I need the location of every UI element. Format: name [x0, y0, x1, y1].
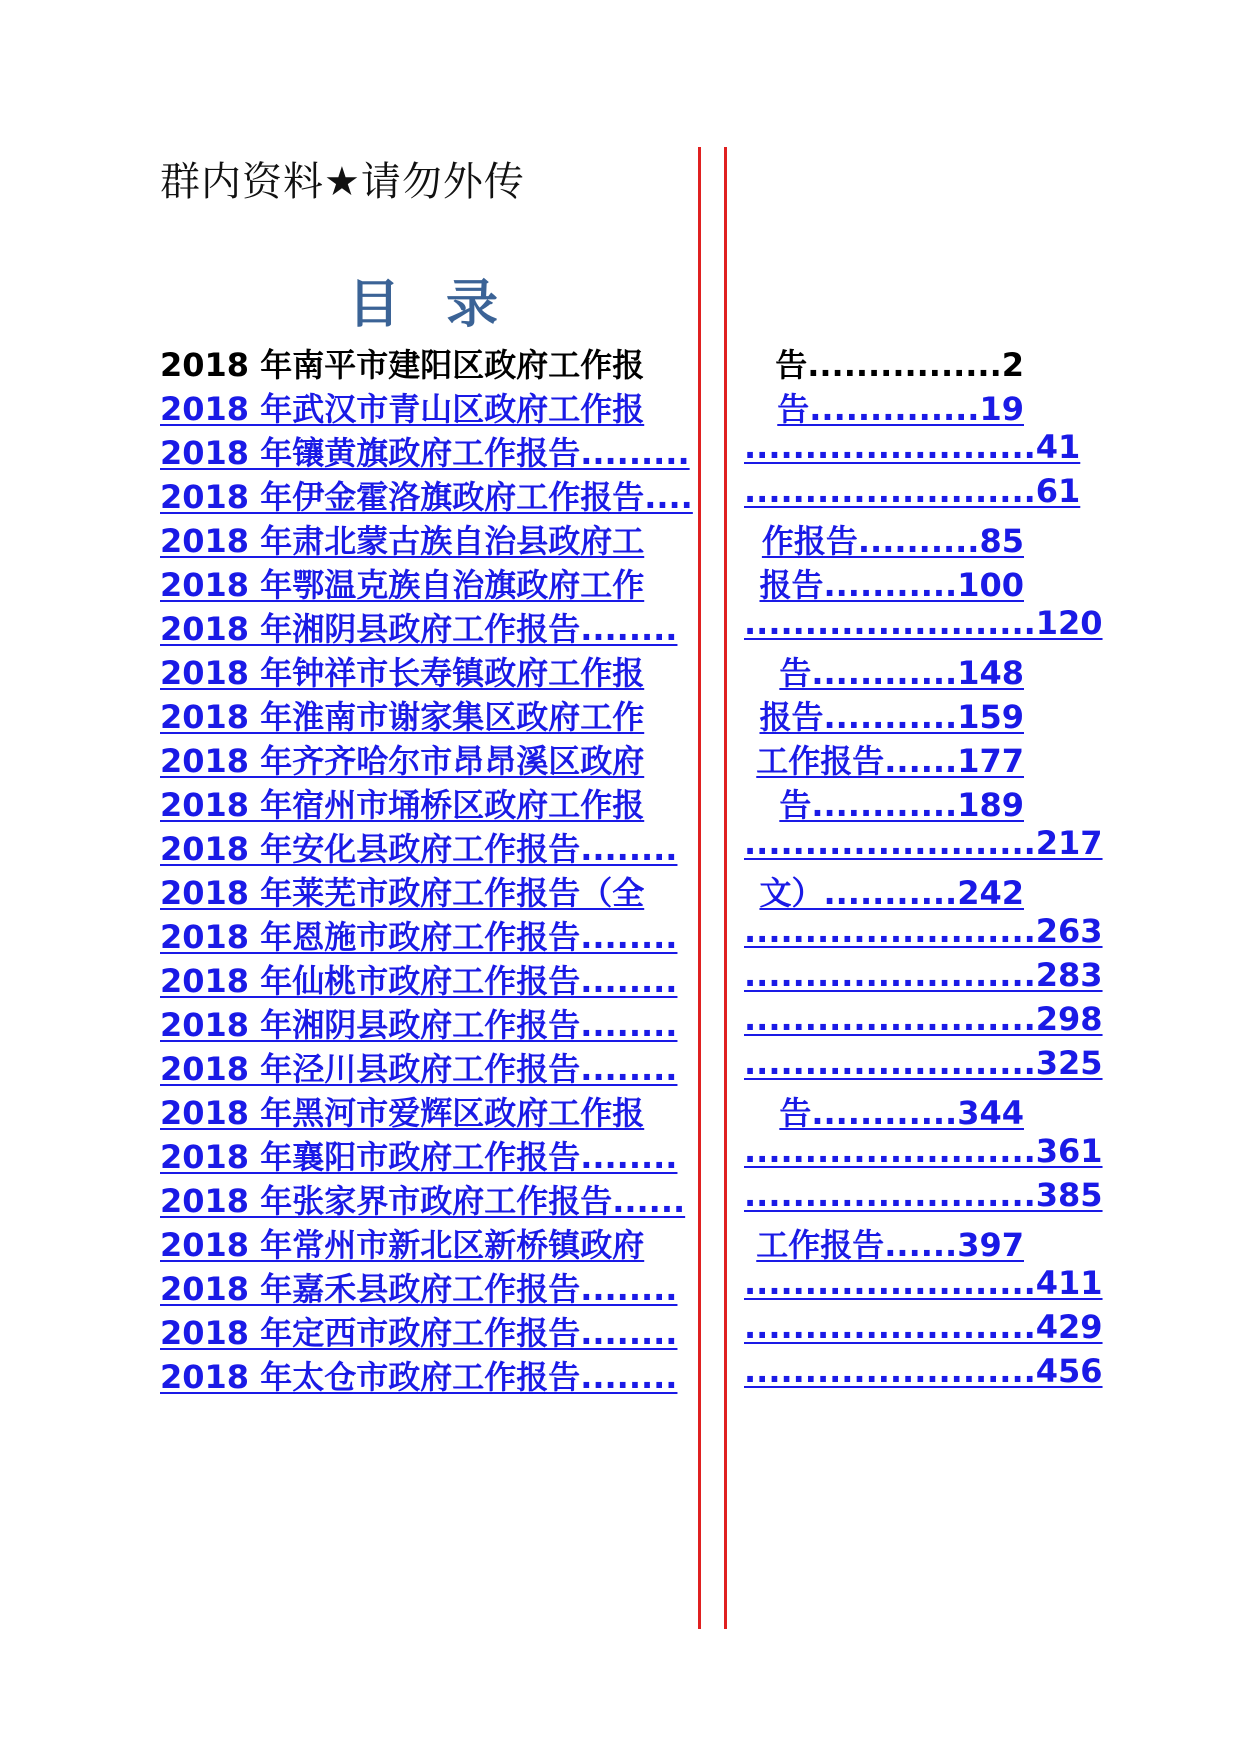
toc-entry-title[interactable]: 2018 年伊金霍洛旗政府工作报告.... — [160, 478, 693, 516]
toc-entry-title[interactable]: 2018 年湘阴县政府工作报告........ — [160, 610, 678, 648]
toc-entry-page[interactable]: 告..............19 — [777, 390, 1024, 428]
toc-entry-title[interactable]: 2018 年泾川县政府工作报告........ — [160, 1050, 678, 1088]
toc-entry-page[interactable]: ........................217 — [744, 824, 1103, 862]
toc-entry-page[interactable]: ........................298 — [744, 1000, 1103, 1038]
toc-entry-title[interactable]: 2018 年黑河市爱辉区政府工作报 — [160, 1094, 645, 1132]
toc-entry[interactable] — [160, 604, 1103, 648]
toc-entry-title: 2018 年南平市建阳区政府工作报 — [160, 346, 645, 384]
toc-entry-page[interactable]: 工作报告......397 — [756, 1226, 1024, 1264]
toc-entry-title[interactable]: 2018 年齐齐哈尔市昂昂溪区政府 — [160, 742, 645, 780]
toc-entry[interactable] — [160, 912, 1103, 956]
toc-entry-page[interactable]: ........................283 — [744, 956, 1103, 994]
toc-entry[interactable] — [160, 428, 1081, 472]
toc-entry-title[interactable]: 2018 年张家界市政府工作报告...... — [160, 1182, 686, 1220]
toc-entry-title[interactable]: 2018 年莱芜市政府工作报告（全 — [160, 874, 645, 912]
toc-entry-title[interactable]: 2018 年淮南市谢家集区政府工作 — [160, 698, 645, 736]
toc-entry[interactable] — [160, 384, 1024, 428]
toc-entry[interactable] — [160, 956, 1103, 1000]
toc-entry[interactable] — [160, 1352, 1103, 1396]
toc-entry[interactable] — [160, 1264, 1103, 1308]
toc-entry-page[interactable]: ........................61 — [744, 472, 1081, 510]
toc-entry-page[interactable]: 文）...........242 — [759, 874, 1024, 912]
toc-entry-title[interactable]: 2018 年襄阳市政府工作报告........ — [160, 1138, 678, 1176]
toc-entry-title[interactable]: 2018 年肃北蒙古族自治县政府工 — [160, 522, 645, 560]
confidential-note: 群内资料★请勿外传 — [160, 159, 525, 205]
toc-entry-page[interactable]: ........................120 — [744, 604, 1103, 642]
toc-entry[interactable] — [160, 868, 1024, 912]
toc-entry[interactable] — [160, 472, 1081, 516]
toc-entry[interactable] — [160, 648, 1024, 692]
toc-entry[interactable] — [160, 1088, 1024, 1132]
toc-entry[interactable] — [160, 780, 1024, 824]
toc-entry[interactable] — [160, 1132, 1103, 1176]
toc-entry-title[interactable]: 2018 年太仓市政府工作报告........ — [160, 1358, 678, 1396]
table-of-contents — [160, 340, 1103, 1396]
toc-entry-title[interactable]: 2018 年湘阴县政府工作报告........ — [160, 1006, 678, 1044]
toc-entry-title[interactable]: 2018 年宿州市埇桥区政府工作报 — [160, 786, 645, 824]
toc-entry-page[interactable]: ........................325 — [744, 1044, 1103, 1082]
toc-entry[interactable] — [160, 1044, 1103, 1088]
toc-title: 目 录 — [347, 275, 513, 335]
toc-entry-page[interactable]: ........................263 — [744, 912, 1103, 950]
toc-entry-title[interactable]: 2018 年鄂温克族自治旗政府工作 — [160, 566, 645, 604]
toc-entry-page[interactable]: ........................411 — [744, 1264, 1103, 1302]
toc-entry[interactable] — [160, 824, 1103, 868]
toc-entry-page[interactable]: 告............148 — [779, 654, 1024, 692]
toc-entry[interactable] — [160, 1308, 1103, 1352]
toc-entry-page[interactable]: ........................361 — [744, 1132, 1103, 1170]
toc-entry-page[interactable]: 工作报告......177 — [756, 742, 1024, 780]
toc-entry[interactable] — [160, 1000, 1103, 1044]
toc-entry-title[interactable]: 2018 年常州市新北区新桥镇政府 — [160, 1226, 645, 1264]
toc-entry-page[interactable]: 告............189 — [779, 786, 1024, 824]
toc-entry-page: 告................2 — [775, 346, 1024, 384]
toc-entry-page[interactable]: 报告...........100 — [759, 566, 1024, 604]
toc-entry-page[interactable]: 报告...........159 — [759, 698, 1024, 736]
toc-entry-title[interactable]: 2018 年定西市政府工作报告........ — [160, 1314, 678, 1352]
toc-entry-title[interactable]: 2018 年钟祥市长寿镇政府工作报 — [160, 654, 645, 692]
toc-entry-title[interactable]: 2018 年仙桃市政府工作报告........ — [160, 962, 678, 1000]
toc-entry[interactable] — [160, 1176, 1103, 1220]
toc-entry-title[interactable]: 2018 年安化县政府工作报告........ — [160, 830, 678, 868]
toc-entry[interactable] — [160, 1220, 1024, 1264]
toc-entry-page[interactable]: ........................456 — [744, 1352, 1103, 1390]
toc-entry[interactable] — [160, 560, 1024, 604]
toc-entry-page[interactable]: ........................429 — [744, 1308, 1103, 1346]
toc-entry-page[interactable]: 告............344 — [779, 1094, 1024, 1132]
toc-entry-title[interactable]: 2018 年镶黄旗政府工作报告......... — [160, 434, 690, 472]
toc-entry[interactable] — [160, 516, 1024, 560]
toc-entry-title[interactable]: 2018 年嘉禾县政府工作报告........ — [160, 1270, 678, 1308]
toc-entry — [160, 340, 1024, 384]
toc-entry-page[interactable]: 作报告..........85 — [761, 522, 1024, 560]
toc-entry-title[interactable]: 2018 年恩施市政府工作报告........ — [160, 918, 678, 956]
toc-entry-page[interactable]: ........................385 — [744, 1176, 1103, 1214]
toc-entry[interactable] — [160, 692, 1024, 736]
toc-entry-title[interactable]: 2018 年武汉市青山区政府工作报 — [160, 390, 645, 428]
toc-entry-page[interactable]: ........................41 — [744, 428, 1081, 466]
toc-entry[interactable] — [160, 736, 1024, 780]
